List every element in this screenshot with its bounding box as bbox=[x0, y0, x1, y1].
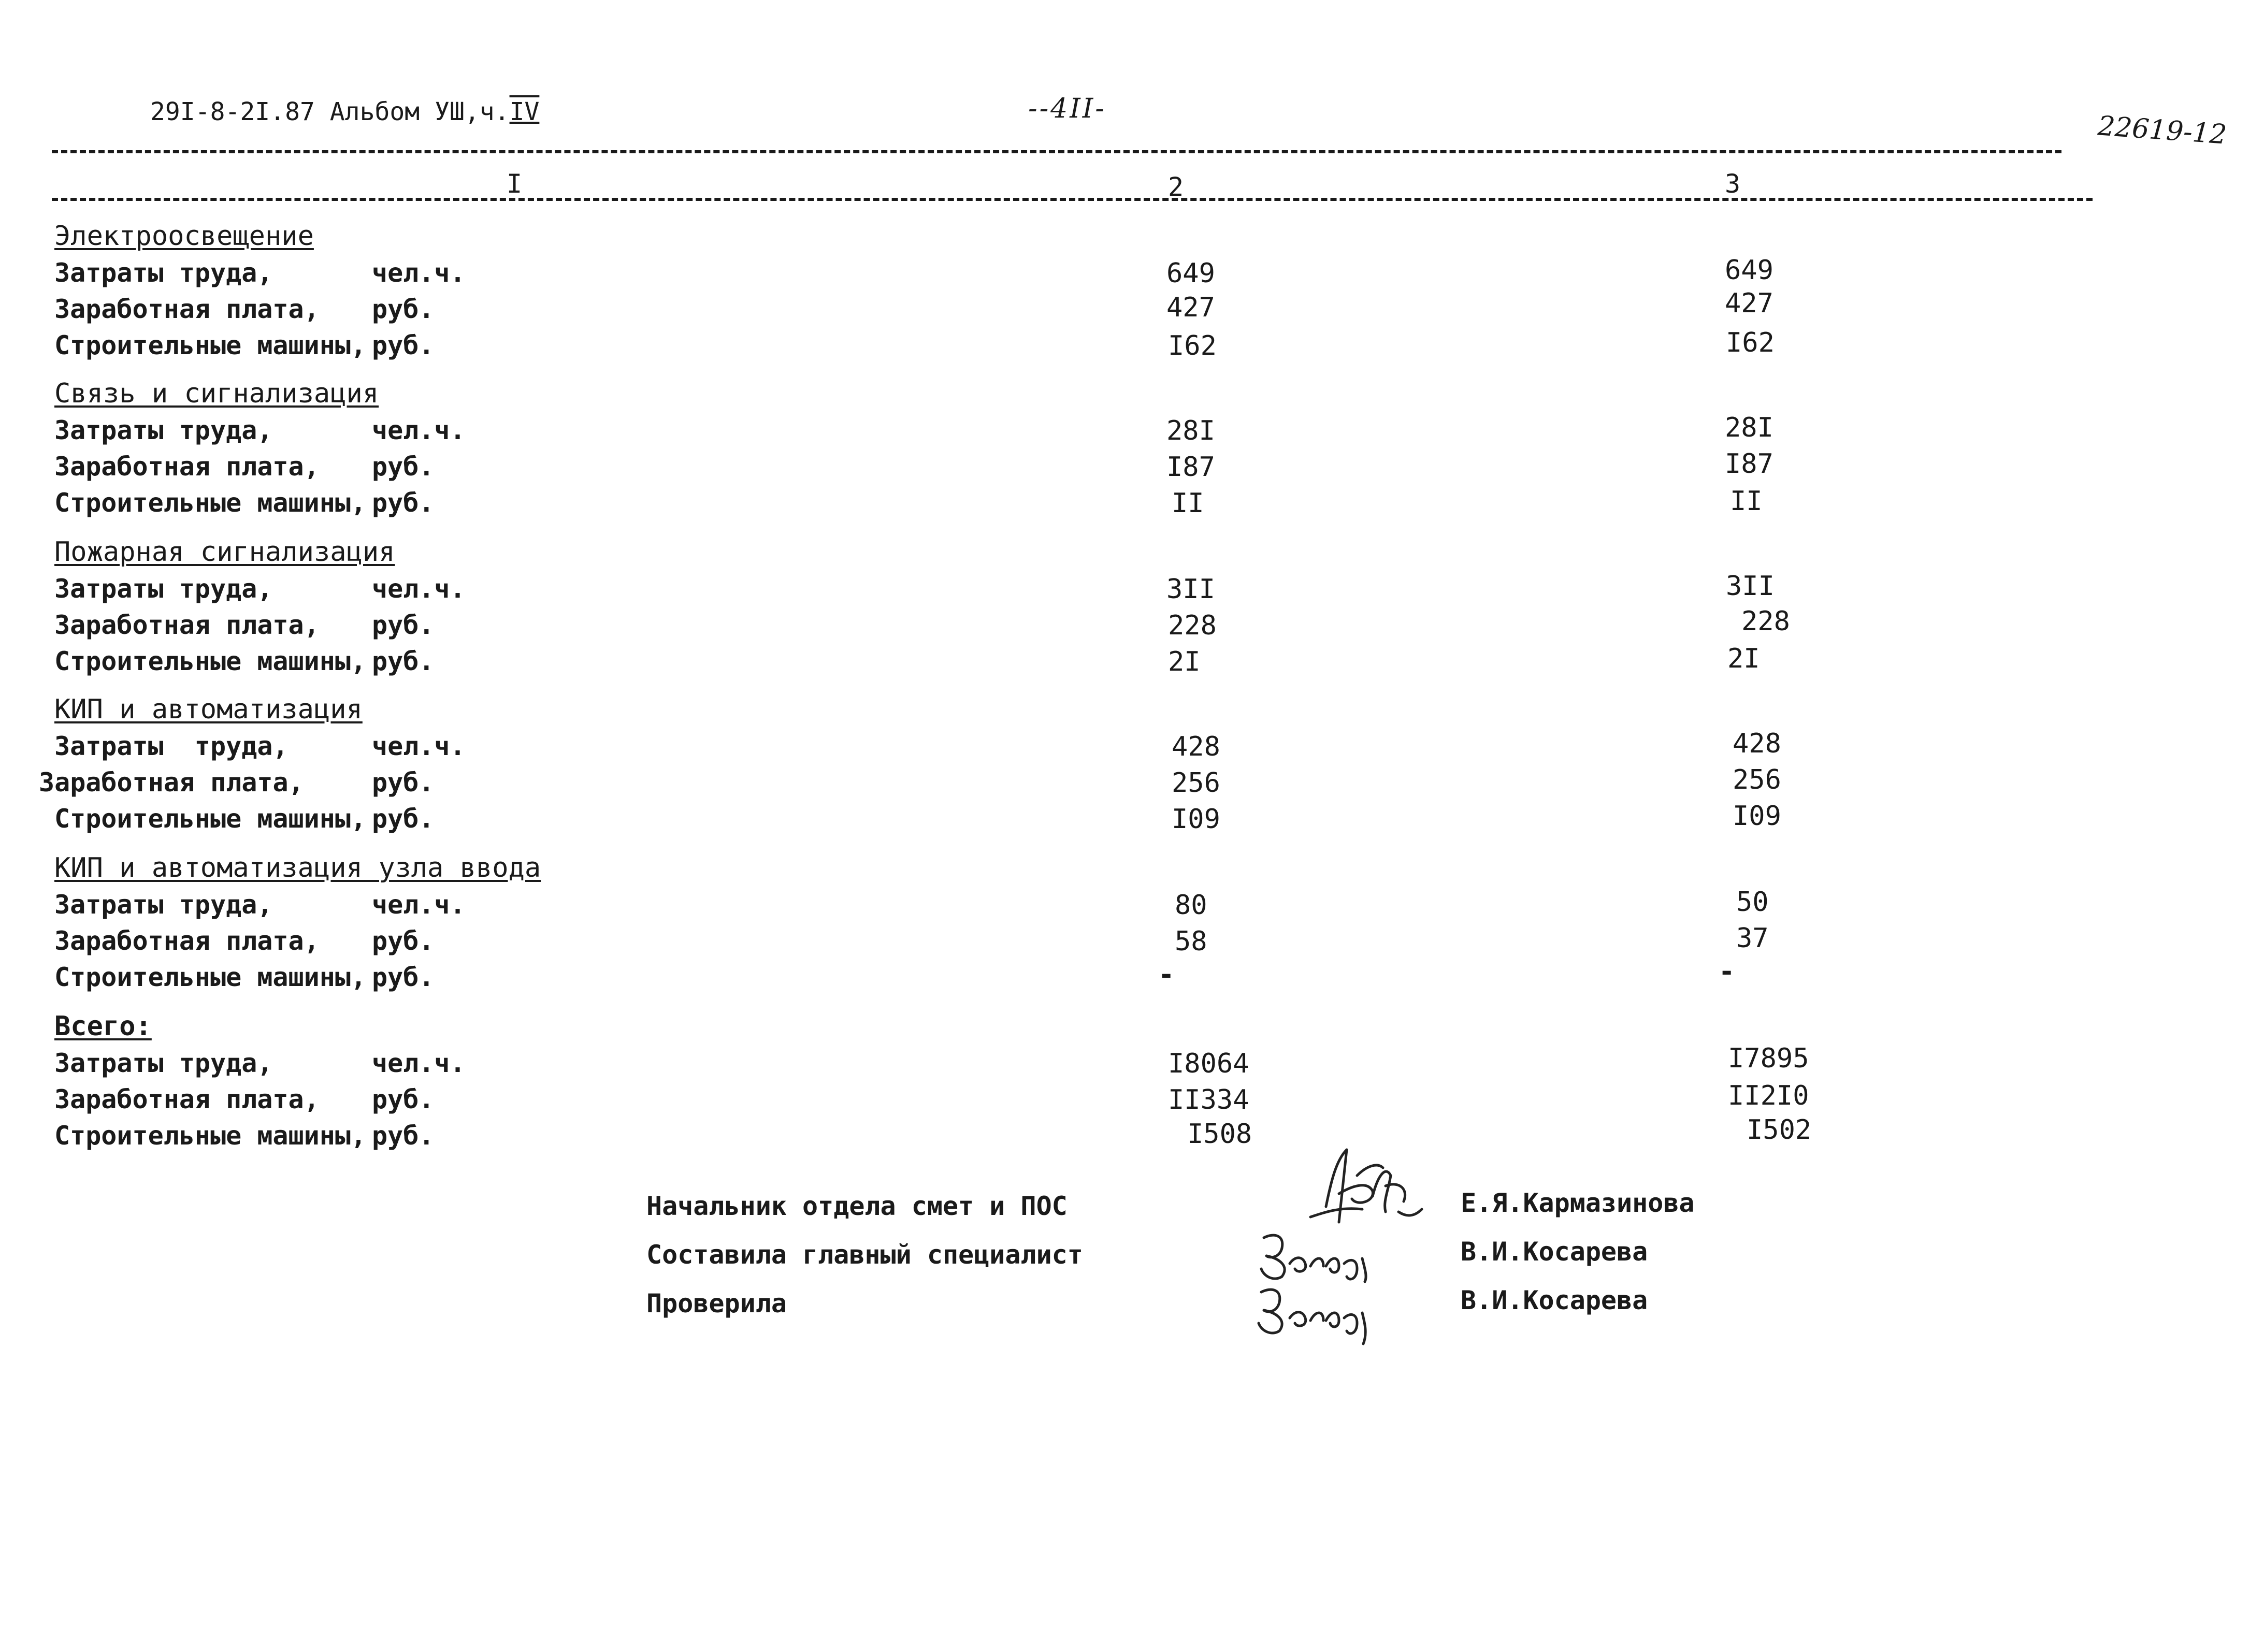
row-label: Затраты труда, bbox=[54, 731, 289, 761]
value-col3: 427 bbox=[1725, 288, 1773, 319]
row-label: Заработная плата, bbox=[54, 1084, 320, 1114]
value-col2: 649 bbox=[1166, 258, 1215, 289]
value-col2: 80 bbox=[1175, 890, 1207, 921]
value-col3: 256 bbox=[1733, 764, 1781, 795]
row-unit: руб. bbox=[372, 330, 435, 360]
value-col2: I508 bbox=[1187, 1119, 1252, 1150]
value-col2: I87 bbox=[1166, 452, 1215, 483]
value-col3: 50 bbox=[1736, 887, 1769, 918]
header-divider-top bbox=[52, 150, 2061, 153]
signature-role: Составила главный специалист bbox=[646, 1240, 1083, 1270]
row-label: Заработная плата, bbox=[39, 767, 304, 798]
row-unit: руб. bbox=[372, 804, 435, 834]
value-col2: - bbox=[1158, 959, 1175, 990]
value-col3: - bbox=[1719, 956, 1735, 987]
value-col3: 428 bbox=[1733, 728, 1781, 759]
value-col3: I502 bbox=[1747, 1114, 1812, 1146]
row-unit: руб. bbox=[372, 646, 435, 676]
handwritten-signature-2 bbox=[1253, 1227, 1388, 1284]
value-col3: I87 bbox=[1725, 448, 1773, 480]
value-col2: II bbox=[1172, 488, 1204, 519]
header-divider-bottom bbox=[52, 198, 2093, 201]
row-unit: руб. bbox=[372, 294, 435, 324]
value-col3: II bbox=[1730, 486, 1763, 517]
value-col3: 3II bbox=[1726, 571, 1775, 602]
value-col3: 28I bbox=[1725, 412, 1773, 443]
signature-name: В.И.Косарева bbox=[1461, 1237, 1648, 1267]
row-label: Заработная плата, bbox=[54, 452, 320, 482]
value-col2: 427 bbox=[1166, 292, 1215, 323]
row-label: Затраты труда, bbox=[54, 1048, 273, 1078]
row-label: Заработная плата, bbox=[54, 926, 320, 956]
row-unit: чел.ч. bbox=[372, 731, 466, 761]
value-col2: 428 bbox=[1172, 731, 1220, 762]
signature-role: Проверила bbox=[646, 1288, 787, 1318]
value-col2: I09 bbox=[1172, 804, 1220, 835]
row-label: Строительные машины, bbox=[54, 330, 367, 360]
section-title: Связь и сигнализация bbox=[54, 378, 379, 409]
row-label: Затраты труда, bbox=[54, 890, 273, 920]
handwritten-signature-3 bbox=[1248, 1279, 1383, 1346]
row-unit: руб. bbox=[372, 962, 435, 992]
handwritten-signature-1 bbox=[1295, 1144, 1430, 1238]
row-unit: чел.ч. bbox=[372, 574, 466, 604]
signature-role: Начальник отдела смет и ПОС bbox=[646, 1191, 1068, 1221]
value-col2: 228 bbox=[1168, 610, 1217, 641]
value-col2: I62 bbox=[1168, 330, 1217, 361]
column-number-1: I bbox=[507, 169, 523, 199]
row-label: Затраты труда, bbox=[54, 415, 273, 445]
value-col2: II334 bbox=[1168, 1084, 1249, 1115]
value-col2: I8064 bbox=[1168, 1048, 1249, 1079]
archive-code: 22619-12 bbox=[2097, 110, 2228, 151]
row-unit: руб. bbox=[372, 1084, 435, 1114]
value-col2: 28I bbox=[1166, 415, 1215, 446]
page-number: --4II- bbox=[1028, 93, 1106, 124]
row-unit: руб. bbox=[372, 1121, 435, 1151]
value-col2: 256 bbox=[1172, 767, 1220, 799]
section-title: КИП и автоматизация узла ввода bbox=[54, 852, 541, 883]
value-col2: 3II bbox=[1166, 574, 1215, 605]
value-col3: I09 bbox=[1733, 801, 1781, 832]
value-col3: 2I bbox=[1727, 643, 1760, 674]
row-label: Строительные машины, bbox=[54, 488, 367, 518]
row-unit: руб. bbox=[372, 926, 435, 956]
value-col3: I7895 bbox=[1728, 1043, 1809, 1074]
row-unit: руб. bbox=[372, 488, 435, 518]
section-title: КИП и автоматизация bbox=[54, 694, 363, 725]
row-label: Строительные машины, bbox=[54, 962, 367, 992]
row-label: Строительные машины, bbox=[54, 804, 367, 834]
row-unit: чел.ч. bbox=[372, 1048, 466, 1078]
section-title-total: Всего: bbox=[54, 1011, 152, 1042]
row-unit: чел.ч. bbox=[372, 258, 466, 288]
row-label: Затраты труда, bbox=[54, 574, 273, 604]
row-unit: руб. bbox=[372, 767, 435, 798]
document-reference bbox=[150, 97, 539, 126]
value-col3: II2I0 bbox=[1728, 1080, 1809, 1111]
section-title: Пожарная сигнализация bbox=[54, 537, 395, 568]
row-unit: руб. bbox=[372, 610, 435, 640]
value-col2: 58 bbox=[1175, 926, 1207, 957]
row-unit: руб. bbox=[372, 452, 435, 482]
document-part: IV bbox=[509, 97, 540, 126]
row-label: Строительные машины, bbox=[54, 1121, 367, 1151]
value-col3: 649 bbox=[1725, 255, 1773, 286]
signature-name: В.И.Косарева bbox=[1461, 1285, 1648, 1315]
row-label: Строительные машины, bbox=[54, 646, 367, 676]
row-label: Затраты труда, bbox=[54, 258, 273, 288]
column-number-2: 2 bbox=[1168, 172, 1184, 202]
row-unit: чел.ч. bbox=[372, 890, 466, 920]
signature-name: Е.Я.Кармазинова bbox=[1461, 1188, 1695, 1218]
value-col3: 37 bbox=[1736, 923, 1769, 954]
row-label: Заработная плата, bbox=[54, 294, 320, 324]
row-unit: чел.ч. bbox=[372, 415, 466, 445]
document-reference-text: 29I-8-2I.87 Альбом УШ,ч. bbox=[150, 97, 510, 126]
row-label: Заработная плата, bbox=[54, 610, 320, 640]
column-number-3: 3 bbox=[1725, 169, 1741, 199]
value-col3: I62 bbox=[1726, 327, 1775, 358]
value-col2: 2I bbox=[1168, 646, 1201, 677]
section-title: Электроосвещение bbox=[54, 221, 314, 252]
value-col3: 228 bbox=[1741, 606, 1790, 637]
